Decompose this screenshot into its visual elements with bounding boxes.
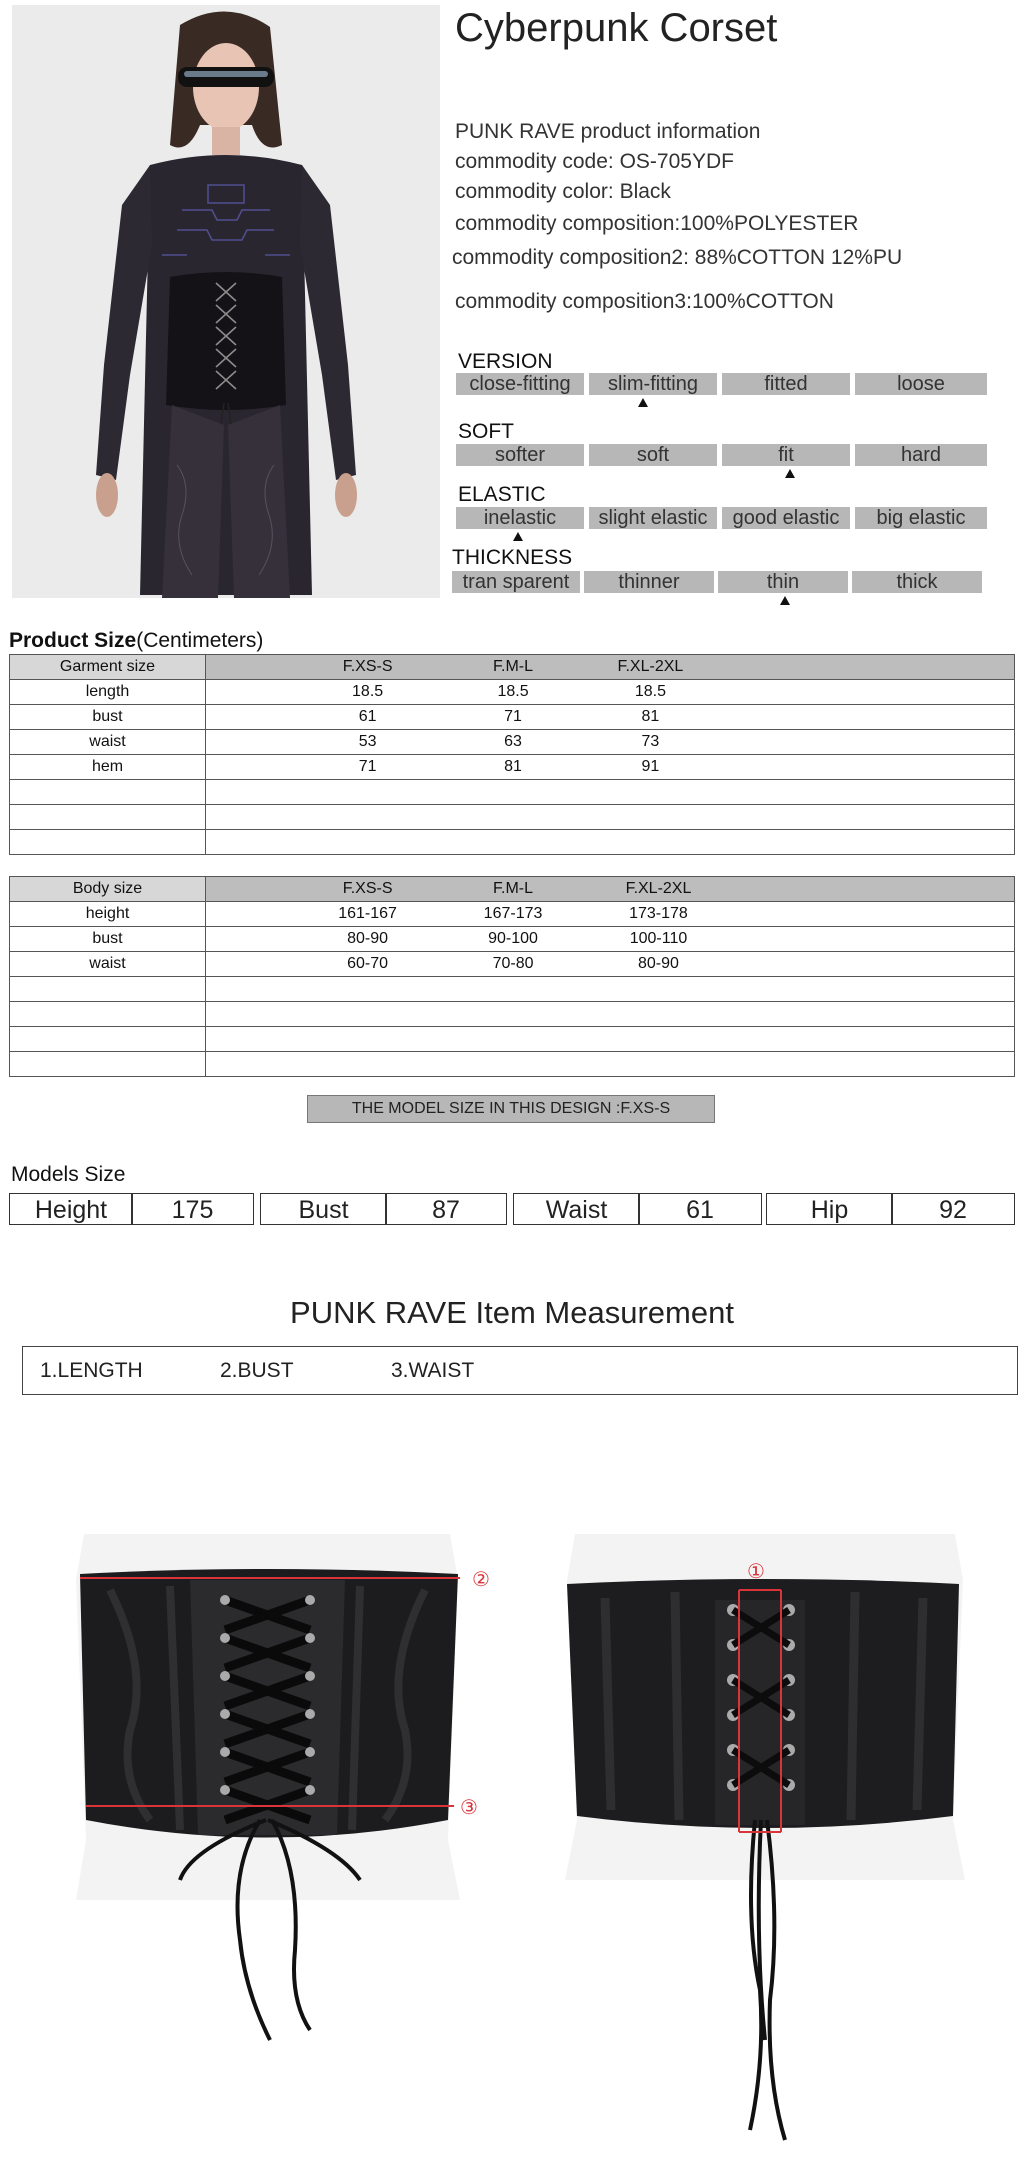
body-size-table	[9, 876, 1015, 1077]
table-header-sizes	[206, 877, 1015, 902]
table-cell: 90-100	[488, 930, 538, 947]
table-row	[10, 902, 1015, 927]
model-photo-illustration	[12, 5, 440, 598]
table-cell: 73	[641, 733, 660, 750]
soft-option: soft	[589, 444, 717, 466]
marker-waist: ③	[460, 1795, 478, 1819]
measurement-title: PUNK RAVE Item Measurement	[290, 1295, 734, 1330]
row-label: hem	[10, 755, 206, 780]
table-row	[10, 927, 1015, 952]
table-cell: 81	[641, 708, 660, 725]
commodity-composition3-label: commodity composition3:	[455, 290, 692, 313]
model-photo	[12, 5, 440, 598]
table-cell: 80-90	[347, 930, 389, 947]
table-cell: 173-178	[629, 905, 688, 922]
elastic-option: slight elastic	[589, 507, 717, 529]
table-row	[10, 705, 1015, 730]
elastic-title: ELASTIC	[458, 483, 546, 506]
info-heading: PUNK RAVE product information	[455, 120, 761, 143]
product-size-title: Product Size	[9, 629, 137, 652]
thickness-title: THICKNESS	[452, 546, 573, 569]
commodity-composition2-value: 88%COTTON 12%PU	[694, 246, 903, 269]
corset-front-image	[40, 1520, 520, 2060]
corset-back-image	[555, 1520, 975, 2150]
soft-selected-marker	[785, 469, 795, 478]
measurement-item-bust: 2.BUST	[220, 1359, 294, 1382]
model-waist-label: Waist	[513, 1193, 640, 1225]
table-cell: 63	[504, 733, 522, 750]
commodity-composition2	[452, 246, 902, 270]
size-header: F.M-L	[493, 880, 534, 897]
marker-bust: ②	[472, 1567, 490, 1591]
soft-option: hard	[855, 444, 987, 466]
table-header-row	[10, 655, 1015, 680]
model-waist-value: 61	[638, 1193, 762, 1225]
table-row	[10, 730, 1015, 755]
row-label: waist	[10, 730, 206, 755]
size-header: F.XL-2XL	[625, 880, 692, 897]
measurement-item-waist: 3.WAIST	[391, 1359, 475, 1382]
table-cell: 18.5	[497, 683, 529, 700]
table-cell: 100-110	[629, 930, 688, 947]
model-height-label: Height	[9, 1193, 133, 1225]
table-header-sizes	[206, 655, 1015, 680]
empty-row	[10, 1002, 1015, 1027]
table-cell: 81	[504, 758, 522, 775]
marker-length: ①	[747, 1559, 765, 1583]
table-row	[10, 680, 1015, 705]
table-cell: 167-173	[483, 905, 543, 922]
empty-row	[10, 830, 1015, 855]
soft-option: fit	[722, 444, 850, 466]
table-cell: 161-167	[338, 905, 397, 922]
model-height-value: 175	[131, 1193, 254, 1225]
product-size-unit: (Centimeters)	[136, 629, 264, 652]
table-row	[10, 755, 1015, 780]
model-bust-value: 87	[385, 1193, 507, 1225]
soft-option: softer	[456, 444, 584, 466]
model-hip-value: 92	[891, 1193, 1015, 1225]
row-label: bust	[10, 705, 206, 730]
version-title: VERSION	[458, 350, 553, 373]
version-selected-marker	[638, 398, 648, 407]
model-size-note: THE MODEL SIZE IN THIS DESIGN :F.XS-S	[307, 1095, 715, 1123]
empty-row	[10, 1027, 1015, 1052]
table-cell: 71	[504, 708, 522, 725]
version-option: fitted	[722, 373, 850, 395]
table-cell: 60-70	[347, 955, 389, 972]
table-header-first: Garment size	[10, 655, 206, 680]
row-label: waist	[10, 952, 206, 977]
corset-front-illustration	[40, 1520, 520, 2060]
table-cell: 91	[641, 758, 660, 775]
table-cell: 18.5	[634, 683, 666, 700]
empty-row	[10, 805, 1015, 830]
size-header: F.XL-2XL	[617, 658, 684, 675]
size-header: F.XS-S	[342, 880, 393, 897]
model-bust-label: Bust	[260, 1193, 387, 1225]
commodity-color-label: commodity color:	[455, 180, 614, 203]
commodity-composition-value: 100%POLYESTER	[680, 212, 859, 235]
empty-row	[10, 1052, 1015, 1077]
commodity-composition-label: commodity composition:	[455, 212, 681, 235]
commodity-color	[455, 180, 671, 204]
product-size-table	[9, 654, 1015, 855]
table-cell: 61	[358, 708, 377, 725]
commodity-code	[455, 150, 734, 174]
row-label: bust	[10, 927, 206, 952]
elastic-option: big elastic	[855, 507, 987, 529]
table-header-row	[10, 877, 1015, 902]
corset-back-illustration	[555, 1520, 975, 2150]
thickness-selected-marker	[780, 596, 790, 605]
thickness-option: tran sparent	[452, 571, 580, 593]
commodity-composition3	[455, 290, 834, 314]
version-option: close-fitting	[456, 373, 584, 395]
table-row	[10, 952, 1015, 977]
measurement-item-length: 1.LENGTH	[40, 1359, 143, 1382]
product-size-heading	[9, 629, 263, 653]
version-option: loose	[855, 373, 987, 395]
commodity-code-value: OS-705YDF	[619, 150, 734, 173]
version-option: slim-fitting	[589, 373, 717, 395]
size-header: F.XS-S	[342, 658, 393, 675]
size-header: F.M-L	[493, 658, 534, 675]
empty-row	[10, 780, 1015, 805]
thickness-option: thinner	[584, 571, 714, 593]
model-hip-label: Hip	[766, 1193, 893, 1225]
table-cell: 18.5	[352, 683, 384, 700]
table-header-first: Body size	[10, 877, 206, 902]
measurement-legend	[22, 1346, 1018, 1395]
models-size-title: Models Size	[11, 1163, 126, 1186]
commodity-composition	[455, 212, 858, 236]
elastic-option: good elastic	[722, 507, 850, 529]
table-cell: 70-80	[492, 955, 534, 972]
commodity-composition2-label: commodity composition2:	[452, 246, 689, 269]
table-cell: 80-90	[638, 955, 679, 972]
commodity-composition3-value: 100%COTTON	[691, 290, 834, 313]
elastic-selected-marker	[513, 532, 523, 541]
row-label: length	[10, 680, 206, 705]
soft-title: SOFT	[458, 420, 514, 443]
product-title: Cyberpunk Corset	[455, 6, 778, 50]
commodity-code-label: commodity code:	[455, 150, 614, 173]
thickness-option: thin	[718, 571, 848, 593]
commodity-color-value: Black	[619, 180, 671, 203]
elastic-option: inelastic	[456, 507, 584, 529]
table-cell: 71	[358, 758, 377, 775]
row-label: height	[10, 902, 206, 927]
empty-row	[10, 977, 1015, 1002]
thickness-option: thick	[852, 571, 982, 593]
table-cell: 53	[358, 733, 377, 750]
